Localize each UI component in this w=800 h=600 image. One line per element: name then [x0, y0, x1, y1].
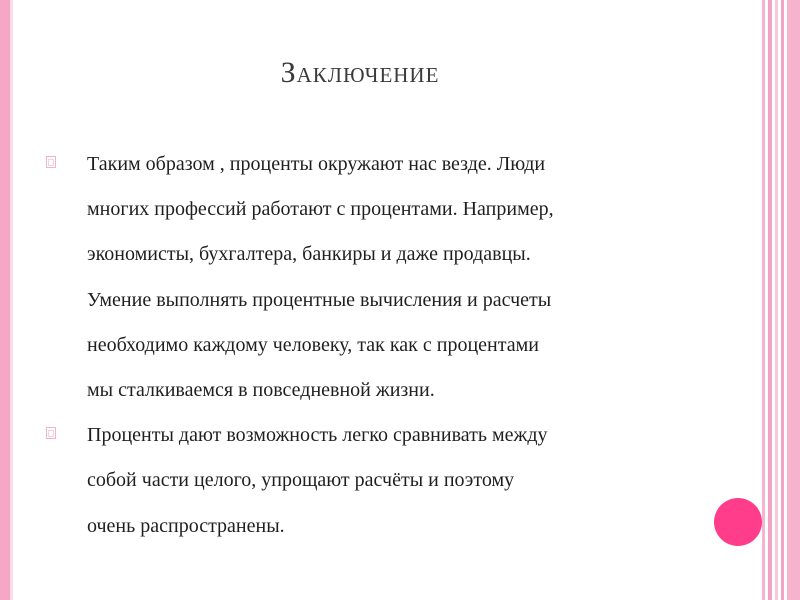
- decorative-circle: [714, 498, 762, 546]
- slide-title: Заключение: [280, 56, 440, 89]
- bullet-icon: [46, 427, 56, 439]
- right-frame-stripe: [787, 0, 800, 600]
- right-frame-stripe: [768, 0, 772, 600]
- right-frame-stripe: [775, 0, 778, 600]
- left-frame-inner-border: [10, 0, 13, 600]
- bullet-item: [46, 142, 726, 413]
- right-frame-stripe: [781, 0, 784, 600]
- bullet-text: Таким образом , проценты окружают нас везде. Люди многих профессий работают с процентами. Например, экономисты, бухгалтера, банкиры и даже продавцы. Умение выполнять процентные вычисления и расчеты необходимо каждому человеку, так как с процентами мы сталкиваемся в повседневной жизни.: [87, 153, 554, 402]
- bullet-icon: [46, 156, 56, 168]
- bullet-list: [46, 142, 726, 549]
- bullet-text: Проценты дают возможность легко сравнивать между собой части целого, упрощают расчёты и поэтому очень распространены.: [87, 424, 548, 537]
- bullet-item: [46, 413, 726, 549]
- right-frame-stripe: [762, 0, 765, 600]
- left-frame-border: [0, 0, 10, 600]
